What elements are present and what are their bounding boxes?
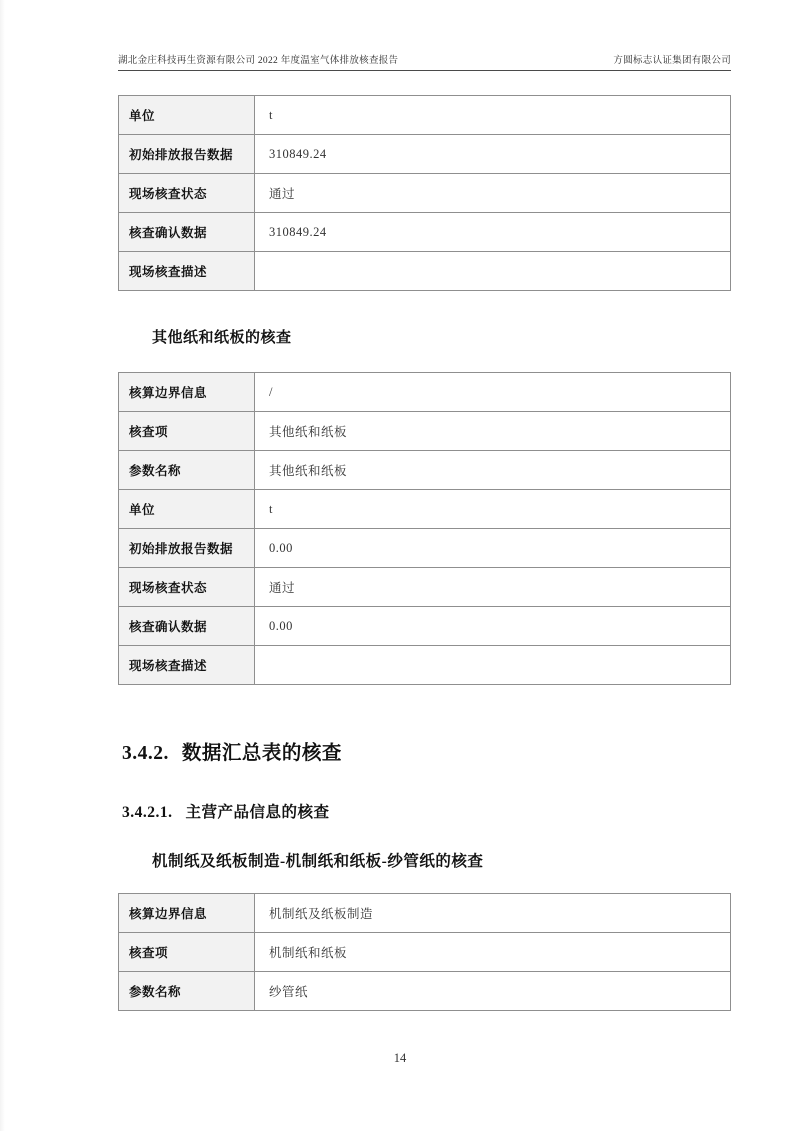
table-row <box>119 373 731 412</box>
table-row <box>119 174 731 213</box>
row-label: 核算边界信息 <box>119 373 255 412</box>
row-label: 现场核查描述 <box>119 646 255 685</box>
table-row <box>119 972 731 1011</box>
header-right-text: 方圆标志认证集团有限公司 <box>613 56 731 66</box>
row-label: 核查确认数据 <box>119 607 255 646</box>
section-title: 主营产品信息的核查 <box>185 804 330 821</box>
row-label: 核查确认数据 <box>119 213 255 252</box>
table-row <box>119 135 731 174</box>
row-value: 通过 <box>255 568 731 607</box>
row-label: 核查项 <box>119 412 255 451</box>
table-row <box>119 252 731 291</box>
table-row <box>119 213 731 252</box>
table-row <box>119 646 731 685</box>
row-label: 参数名称 <box>119 451 255 490</box>
table-row <box>119 894 731 933</box>
row-label: 现场核查状态 <box>119 568 255 607</box>
table-row <box>119 490 731 529</box>
section-title: 数据汇总表的核查 <box>181 743 342 764</box>
row-value <box>255 252 731 291</box>
row-label: 现场核查状态 <box>119 174 255 213</box>
row-value: 0.00 <box>255 607 731 646</box>
heading-other-paper-verification: 其他纸和纸板的核查 <box>152 330 292 346</box>
row-value: 310849.24 <box>255 135 731 174</box>
table-row <box>119 451 731 490</box>
row-value <box>255 646 731 685</box>
row-label: 现场核查描述 <box>119 252 255 291</box>
page-number: 14 <box>393 1051 407 1065</box>
table-row <box>119 568 731 607</box>
heading-machine-paper-verification: 机制纸及纸板制造-机制纸和纸板-纱管纸的核查 <box>152 853 484 870</box>
row-value: 其他纸和纸板 <box>255 412 731 451</box>
row-value: 310849.24 <box>255 213 731 252</box>
heading-section-3-4-2 <box>122 737 342 765</box>
row-label: 初始排放报告数据 <box>119 529 255 568</box>
row-value: 0.00 <box>255 529 731 568</box>
row-value: 其他纸和纸板 <box>255 451 731 490</box>
row-value: t <box>255 490 731 529</box>
section-number: 3.4.2.1. <box>122 804 173 821</box>
row-label: 参数名称 <box>119 972 255 1011</box>
heading-section-3-4-2-1 <box>122 800 330 822</box>
row-label: 单位 <box>119 490 255 529</box>
row-label: 核查项 <box>119 933 255 972</box>
row-label: 初始排放报告数据 <box>119 135 255 174</box>
table-row <box>119 412 731 451</box>
row-value: 纱管纸 <box>255 972 731 1011</box>
summary-verification-table <box>118 95 731 291</box>
row-value: 机制纸及纸板制造 <box>255 894 731 933</box>
scan-edge-artifact <box>0 0 5 1131</box>
row-value: / <box>255 373 731 412</box>
page-header <box>118 52 731 71</box>
table-row <box>119 607 731 646</box>
row-label: 单位 <box>119 96 255 135</box>
row-label: 核算边界信息 <box>119 894 255 933</box>
other-paper-verification-table <box>118 372 731 685</box>
table-row <box>119 933 731 972</box>
row-value: 通过 <box>255 174 731 213</box>
row-value: 机制纸和纸板 <box>255 933 731 972</box>
table-row <box>119 96 731 135</box>
header-left-text: 湖北金庄科技再生资源有限公司 2022 年度温室气体排放核查报告 <box>118 56 399 66</box>
spool-paper-verification-table <box>118 893 731 1011</box>
table-row <box>119 529 731 568</box>
section-number: 3.4.2. <box>122 743 169 764</box>
row-value: t <box>255 96 731 135</box>
